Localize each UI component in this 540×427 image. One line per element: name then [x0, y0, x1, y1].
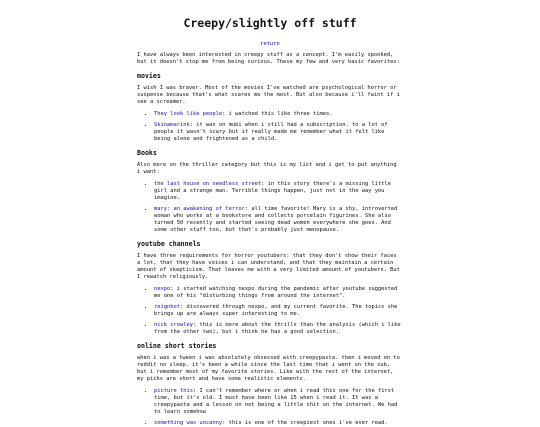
channel-link[interactable]: nick crowley: [154, 322, 193, 328]
intro-emphasis: as a concept: [286, 52, 326, 58]
channel-description: : i started watching nexpo during the pandemic after youtube suggested me one of his "disturbing things from around the internet".: [154, 286, 398, 299]
books-heading: Books: [137, 149, 157, 157]
list-item: [154, 122, 403, 143]
book-link[interactable]: the last house on needless street: [154, 181, 262, 187]
movies-heading: movies: [137, 72, 161, 80]
list-item: [154, 304, 403, 318]
intro-text-after: . I'm easily spooked, but it doesn't stop me from being curious. These my few and very basic favorites:: [137, 52, 400, 65]
book-description: : in this story there's a missing little girl and a strange man. Terrible things happen, just not in the way you imagine.: [154, 181, 391, 201]
story-link[interactable]: something was uncanny: [154, 420, 223, 426]
youtube-list: [137, 286, 403, 336]
movie-link[interactable]: They look like people: [154, 111, 223, 117]
list-item: [154, 322, 403, 336]
intro-paragraph: [137, 52, 403, 66]
youtube-heading: youtube channels: [137, 240, 201, 248]
list-item: [154, 111, 403, 118]
story-link[interactable]: picture this: [154, 388, 193, 394]
list-item: [154, 286, 403, 300]
stories-heading: online short stories: [137, 342, 217, 350]
movies-list: [137, 111, 403, 143]
intro-text-before: I have always been interested in creepy stuff: [137, 52, 287, 58]
list-item: [154, 206, 403, 234]
movies-intro: I wish I was braver. Most of the movies I've watched are psychological horror or suspense because that's what scares me the most. But also because i'll faint if i see a screamer.: [137, 85, 400, 105]
book-link[interactable]: mary: an awakening of terror: [154, 206, 245, 212]
list-item: [154, 388, 403, 416]
page-content: [137, 0, 403, 427]
movie-description: : it was on mubi when i still had a subscription. to a lot of people it wasn't scary but it really made me remember what it felt like being alone and frightened as a child.: [154, 122, 388, 142]
channel-description: : this is more about the thrills than the analysis (which i like from the other two), but i think he has a good selection.: [154, 322, 401, 335]
movie-description: : i watched this like three times.: [222, 111, 333, 117]
youtube-intro: I have three requirements for horror youtubers: that they don't show their faces a lot, that they have voices i can understand, and that they maintain a certain amount of skepticism. That leaves me with a very limited amount of youtubers. But I rewatch religiously.: [137, 253, 400, 280]
channel-link[interactable]: nexpo: [154, 286, 171, 292]
list-item: [154, 420, 403, 427]
books-list: [137, 181, 403, 234]
list-item: [154, 181, 403, 202]
books-intro: Also more on the thriller category but this is my list and i get to put anything i want:: [137, 162, 397, 175]
page-title: Creepy/slightly off stuff: [183, 16, 357, 30]
book-description: : all time favorite! Mary is a shy, introverted woman who works at a bookstore and collects porcelain figurines. She also turned 50 recently and started seeing dead women everywhere she goes. And some other stuff too, but that's probably just menopause.: [154, 206, 398, 233]
channel-link[interactable]: reignbot: [154, 304, 180, 310]
return-link[interactable]: return: [260, 41, 280, 47]
story-description: : this is one of the creepiest ones i've ever read.: [222, 420, 388, 426]
stories-intro: when i was a tween i was absolutely obsessed with creepypasta. then i moved on to reddit no sleep. it's been a while since the last time that i went on the sub, but i remember most of my favorite stories. Like with the rest of the internet, my picks are short and have some realistic elements.: [137, 355, 400, 382]
story-description: : I can't remember where or when i read this one for the first time, but it's old. I must have been like 15 when i read it. It was a creepypasta and a lesson on not being a little shit on the internet. We had to learn somehow: [154, 388, 398, 415]
movie-link[interactable]: Skinamarink: [154, 122, 190, 128]
channel-description: : discovered through nexpo, and my current favorite. The topics she brings up are always super interesting to me.: [154, 304, 398, 317]
stories-list: [137, 388, 403, 427]
